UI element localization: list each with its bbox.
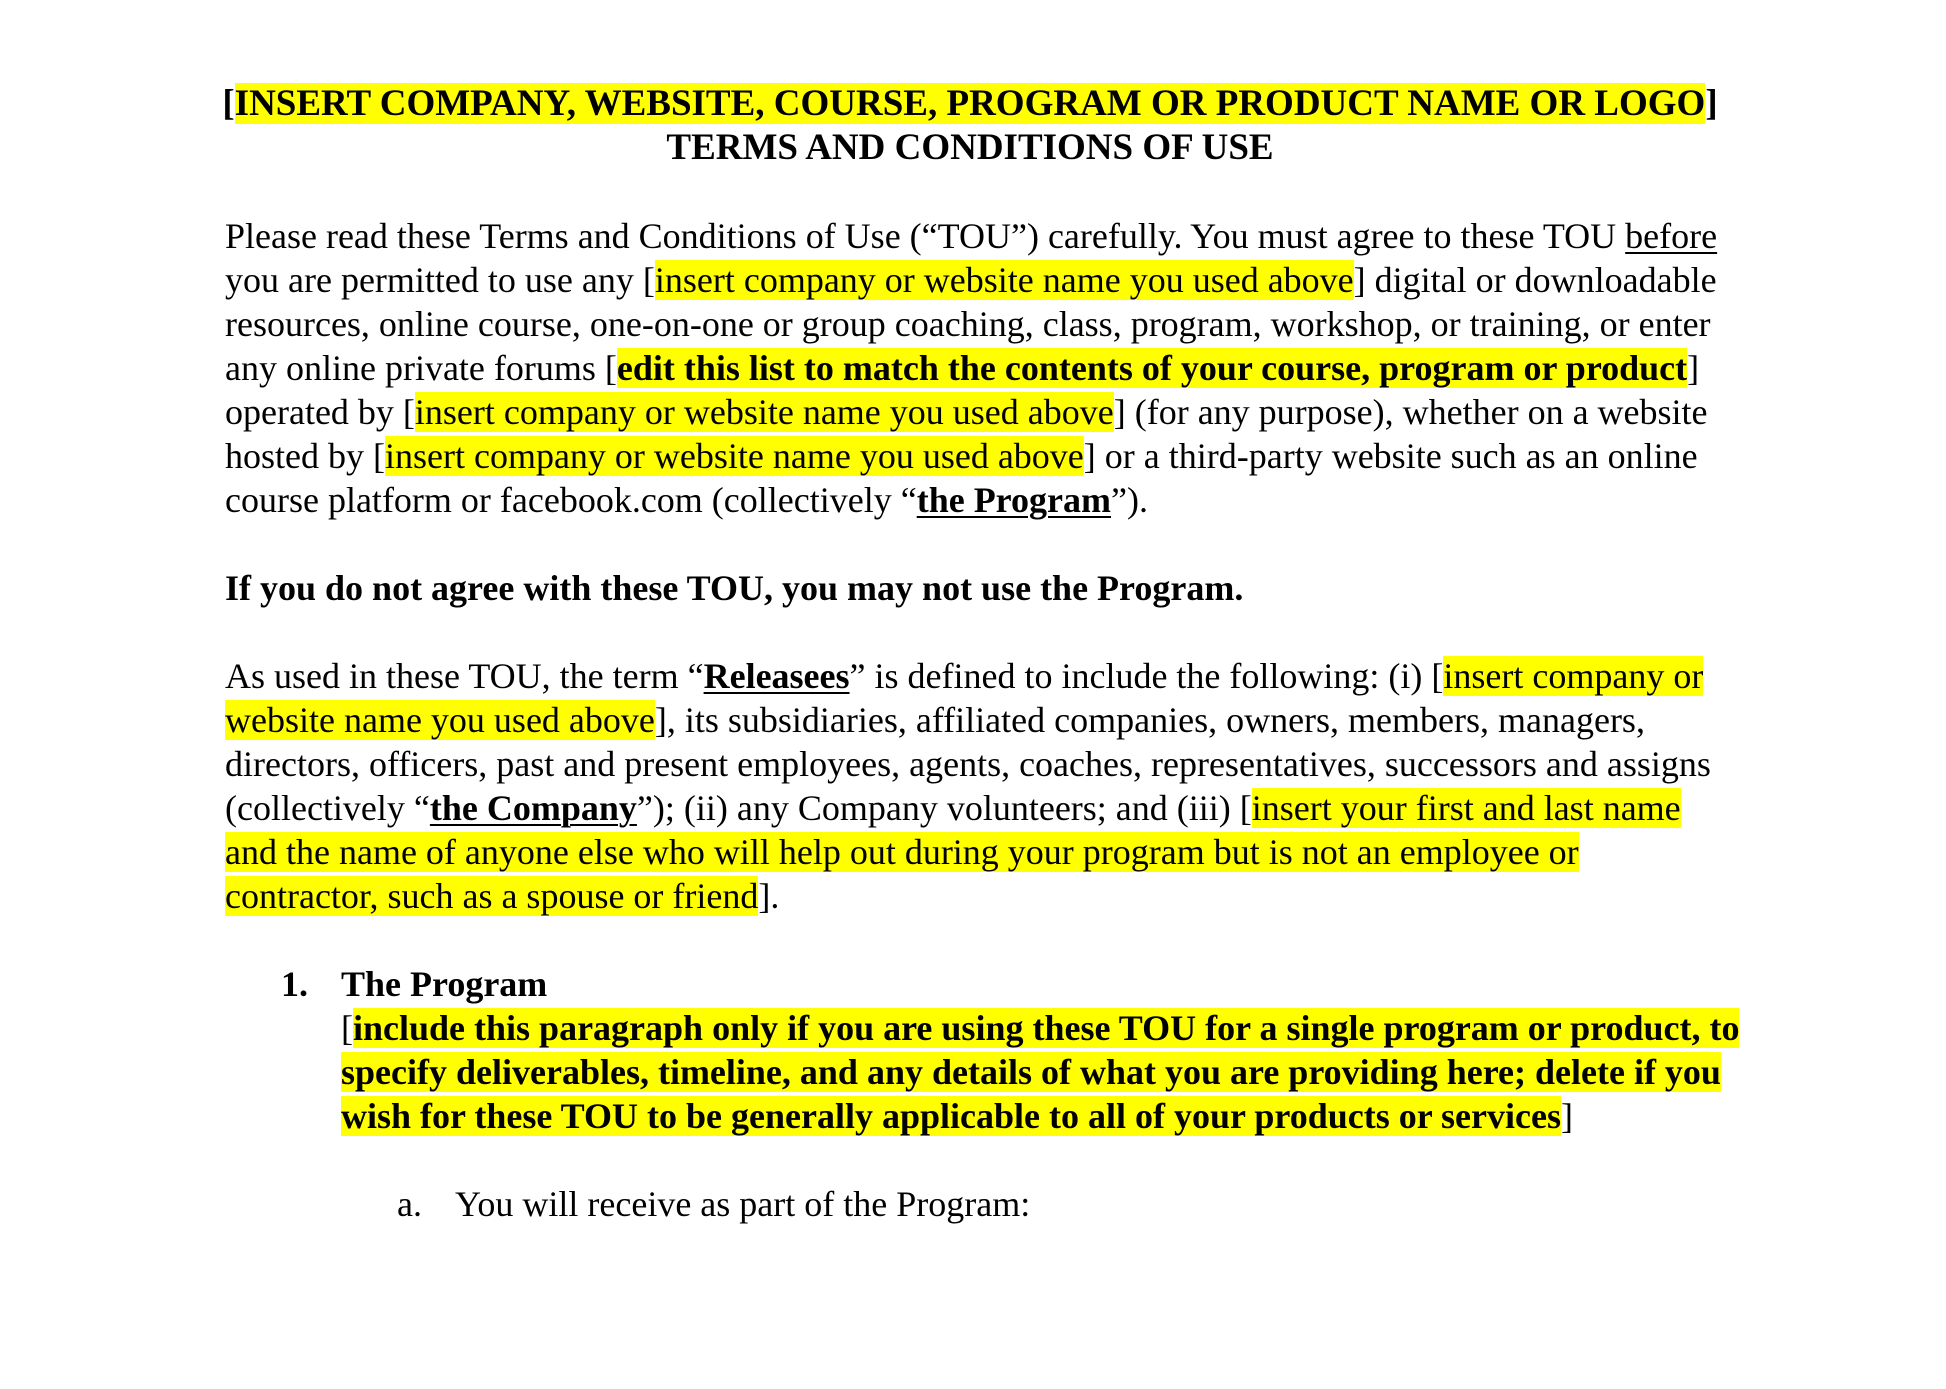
intro-highlight-company-2: insert company or website name you used above — [414, 392, 1114, 432]
section-1-note-highlight: include this paragraph only if you are using these TOU for a single program or product, to specify deliverables, timeline, and any details of what you are providing here; delete if you wish for these TOU to be generally applicable to all of your products or services — [341, 1008, 1740, 1136]
intro-text-3: ] digital or downloadable resources, online course, one-on-one or group coaching, class, program, workshop, or training, or enter any online private forums [ — [225, 260, 1717, 388]
intro-text-7: ”). — [1110, 480, 1148, 520]
intro-text-6: ] or a third-party website such as an online course platform or facebook.com (collectively “ — [225, 436, 1698, 520]
section-1-title: The Program — [341, 964, 548, 1004]
releasees-highlight-names: insert your first and last name and the name of anyone else who will help out during your program but is not an employee or contractor, such as a spouse or friend — [225, 788, 1681, 916]
releasees-text-5: ]. — [758, 876, 780, 916]
releasees-text-3: ], its subsidiaries, affiliated companies, owners, members, managers, directors, officers, past and present employees, agents, coaches, representatives, successors and assigns (collectively “ — [225, 700, 1711, 828]
intro-highlight-company-3: insert company or website name you used above — [384, 436, 1084, 476]
intro-text-4: ] operated by [ — [225, 348, 1700, 432]
section-1-note: [include this paragraph only if you are using these TOU for a single program or product, to specify deliverables, timeline, and any details of what you are providing here; delete if you wish for these TOU to be generally applicable to all of your products or services] — [341, 1008, 1740, 1136]
intro-before-underlined: before — [1625, 216, 1718, 256]
program-defined-term: the Program — [916, 480, 1111, 520]
item-a-letter: a. — [397, 1184, 422, 1224]
document-title — [215, 82, 1725, 170]
intro-text-2: you are permitted to use any [ — [225, 260, 655, 300]
company-defined-term: the Company — [429, 788, 637, 828]
releasees-defined-term: Releasees — [703, 656, 850, 696]
title-placeholder-line: [INSERT COMPANY, WEBSITE, COURSE, PROGRAM OR PRODUCT NAME OR LOGO] — [222, 83, 1718, 124]
releasees-paragraph — [225, 654, 1725, 918]
warning-statement: If you do not agree with these TOU, you may not use the Program. — [225, 568, 1244, 608]
intro-highlight-edit-list: edit this list to match the contents of your course, program or product — [616, 348, 1688, 388]
intro-paragraph — [225, 214, 1725, 522]
intro-text-1: Please read these Terms and Conditions of Use (“TOU”) carefully. You must agree to these TOU — [225, 216, 1626, 256]
releasees-highlight-company: insert company or website name you used above — [225, 656, 1704, 740]
intro-highlight-company-1: insert company or website name you used above — [654, 260, 1354, 300]
section-1 — [225, 962, 1740, 1138]
document-content — [222, 82, 1740, 1226]
section-1-number: 1. — [281, 964, 308, 1004]
section-1-item-a — [225, 1182, 1725, 1226]
releasees-text-1: As used in these TOU, the term “ — [225, 656, 704, 696]
releasees-text-2: ” is defined to include the following: (i) [ — [849, 656, 1444, 696]
item-a-text: You will receive as part of the Program: — [455, 1184, 1031, 1224]
title-heading: TERMS AND CONDITIONS OF USE — [666, 127, 1274, 168]
releasees-text-4: ”); (ii) any Company volunteers; and (iii) [ — [636, 788, 1252, 828]
title-placeholder-highlight: INSERT COMPANY, WEBSITE, COURSE, PROGRAM OR PRODUCT NAME OR LOGO — [234, 83, 1706, 124]
intro-text-5: ] (for any purpose), whether on a website hosted by [ — [225, 392, 1708, 476]
